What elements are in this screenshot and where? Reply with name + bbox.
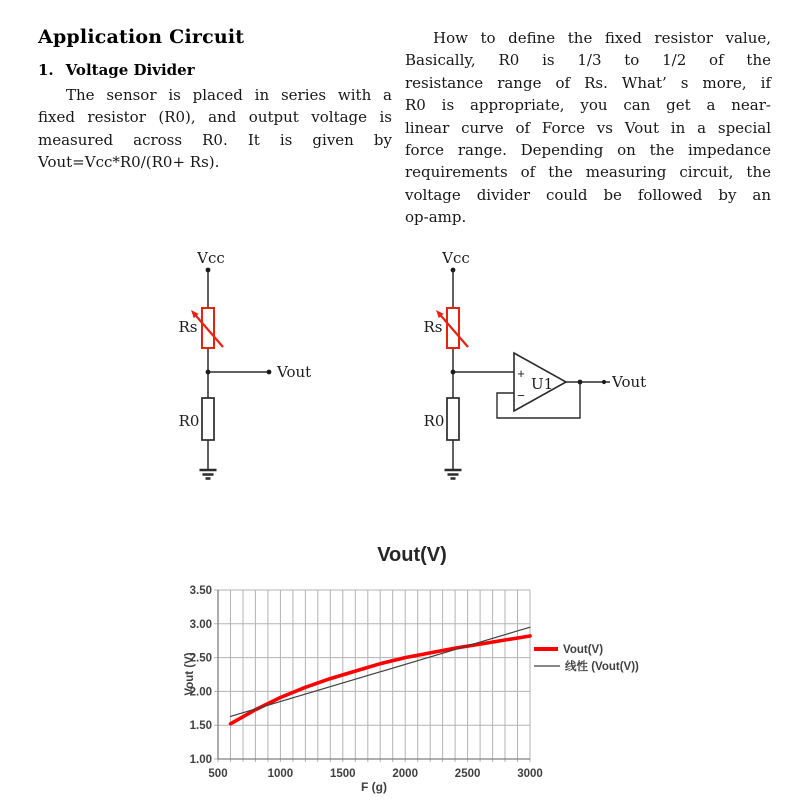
circuit-diagrams	[140, 240, 680, 500]
text-line: R0 is appropriate, you can get a near-	[405, 96, 771, 115]
x-tick: 500	[208, 768, 228, 780]
text-line: requirements of the measuring circuit, the	[405, 163, 771, 182]
vout-force-chart	[0, 520, 800, 800]
text-line: op-amp.	[405, 208, 467, 227]
voltage-divider-circuit	[179, 249, 312, 479]
legend	[534, 644, 639, 673]
text-line: voltage divider could be followed by an	[405, 185, 771, 204]
vertical-gridlines	[218, 590, 530, 762]
text-line: resistance range of Rs. What’ s more, if	[405, 73, 771, 92]
text-line: How to define the fixed resistor value,	[433, 29, 771, 47]
x-tick: 3000	[517, 768, 543, 780]
junction-dot	[451, 370, 456, 375]
buffered-divider-circuit	[424, 249, 647, 479]
page-title: Application Circuit	[38, 26, 245, 48]
section-title: Voltage Divider	[65, 61, 195, 79]
opamp-plus-input: +	[517, 366, 525, 381]
vout-label: Vout	[612, 373, 647, 391]
text-line: fixed resistor (R0), and output voltage is	[38, 108, 392, 127]
r0-label: R0	[178, 412, 200, 430]
y-tick: 1.00	[189, 754, 212, 766]
text-line: force range. Depending on the impedance	[405, 141, 771, 160]
x-tick-labels	[208, 768, 542, 780]
r0-label: R0	[423, 412, 445, 430]
vcc-node-dot	[451, 268, 456, 273]
text-line: Basically, R0 is 1/3 to 1/2 of the	[405, 51, 771, 70]
chart-title: Vout(V)	[377, 544, 447, 566]
y-tick: 1.50	[189, 720, 212, 733]
vcc-node-dot	[206, 268, 211, 273]
vcc-label: Vcc	[442, 249, 470, 267]
x-tick: 1500	[330, 768, 356, 780]
ground-symbol	[200, 470, 217, 479]
vcc-label: Vcc	[197, 249, 225, 267]
fixed-resistor-r0	[447, 398, 459, 440]
text-line: measured across R0. It is given by	[38, 130, 392, 149]
x-tick: 2500	[454, 768, 481, 780]
x-tick: 2000	[392, 768, 418, 780]
text-line: The sensor is placed in series with a	[66, 86, 392, 104]
y-tick: 2.00	[189, 686, 212, 699]
rs-label: Rs	[423, 318, 443, 336]
wire	[208, 270, 269, 470]
ground-symbol	[445, 470, 462, 479]
section-heading	[38, 61, 195, 79]
x-axis-title: F (g)	[361, 780, 387, 794]
junction-dot	[206, 370, 211, 375]
fixed-resistor-r0	[202, 398, 214, 440]
left-column-paragraph	[38, 84, 392, 174]
opamp-minus-input: −	[517, 388, 525, 403]
y-tick: 3.50	[189, 585, 212, 597]
legend-label-vout: Vout(V)	[563, 644, 604, 656]
opamp-label: U1	[531, 375, 554, 393]
y-tick: 2.50	[189, 652, 212, 665]
vout-node-dot	[602, 380, 606, 384]
text-line: Vout=Vcc*R0/(R0+ Rs).	[38, 153, 220, 172]
axis-lines	[218, 590, 530, 759]
rs-label: Rs	[178, 318, 198, 336]
x-tick: 1000	[267, 768, 294, 780]
vout-label: Vout	[277, 363, 312, 381]
right-column-paragraph	[405, 27, 771, 229]
legend-label-linear: 线性 (Vout(V))	[565, 661, 639, 673]
y-axis-title: Vout (V)	[184, 652, 196, 696]
y-tick: 3.00	[189, 618, 212, 631]
feedback-node-dot	[578, 380, 583, 385]
section-number: 1.	[38, 61, 54, 79]
vout-node-dot	[267, 370, 272, 375]
text-line: linear curve of Force vs Vout in a special	[405, 118, 771, 137]
